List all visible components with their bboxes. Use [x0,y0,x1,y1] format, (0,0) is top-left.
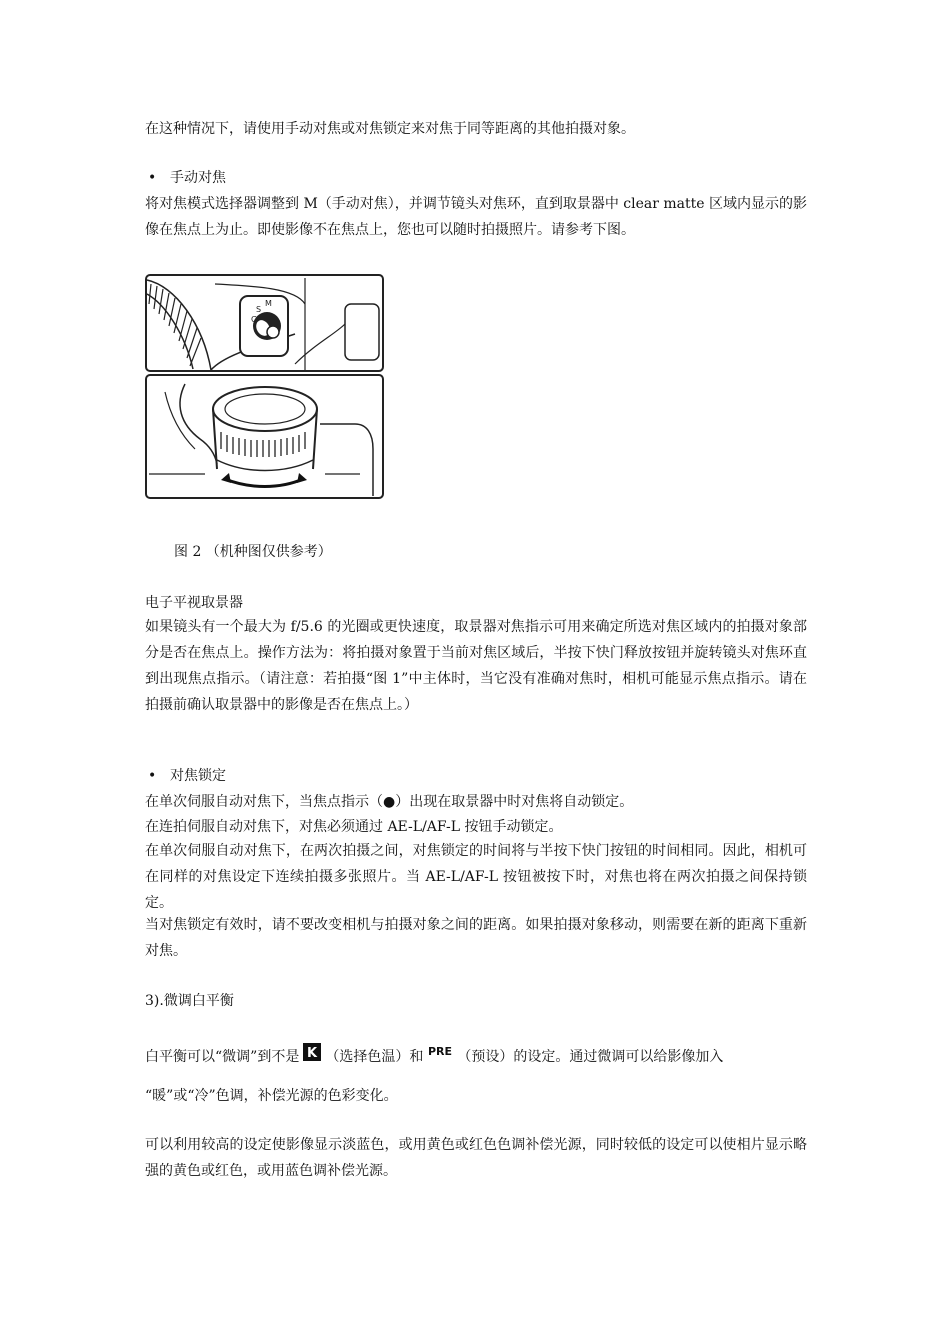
bullet-icon: • [148,170,157,186]
white-balance-title: 3).微调白平衡 [145,993,234,1009]
wb-text-part2: （选择色温）和 [325,1049,424,1065]
switch-label-c: C [251,315,257,324]
pre-icon [427,1043,453,1059]
camera-illustration [145,274,385,500]
figure-caption: 图 2 （机种图仅供参考） [174,544,332,560]
white-balance-paragraph-1 [145,1043,807,1071]
manual-focus-title: 手动对焦 [170,170,226,186]
svg-text:K: K [307,1046,318,1061]
manual-focus-heading [148,165,226,191]
focus-lock-line-1: 在单次伺服自动对焦下，当焦点指示（●）出现在取景器中时对焦将自动锁定。 [145,794,634,810]
wb-text-part3: （预设）的设定。通过微调可以给影像加入 [457,1049,724,1065]
bullet-icon: • [148,768,157,784]
rangefinder-body: 如果镜头有一个最大为 f/5.6 的光圈或更快速度，取景器对焦指示可用来确定所选对焦区域内的拍摄对象部分是否在焦点上。操作方法为：将拍摄对象置于当前对焦区域后，半按下快门释放按钮并旋转镜头对焦环直到出现焦点指示。（请注意：若拍摄“图 1”中主体时，当它没有准确对焦时，相机可能显示焦点指示。请在拍摄前确认取景器中的影像是否在焦点上。） [145,619,807,713]
focus-lock-heading [148,763,226,789]
k-icon [303,1043,321,1061]
intro-paragraph: 在这种情况下，请使用手动对焦或对焦锁定来对焦于同等距离的其他拍摄对象。 [145,121,635,137]
focus-lock-line-3: 在单次伺服自动对焦下，在两次拍摄之间，对焦锁定的时间将与半按下快门按钮的时间相同。因此，相机可在同样的对焦设定下连续拍摄多张照片。当 AE-L/AF-L 按钮被按下时，对焦也将在两次拍摄之间保持锁定。 [145,843,807,911]
white-balance-paragraph-1-line-2: “暖”或“冷”色调，补偿光源的色彩变化。 [145,1088,398,1104]
switch-label-s: S [256,305,262,314]
focus-lock-title: 对焦锁定 [170,768,226,784]
focus-lock-line-4: 当对焦锁定有效时，请不要改变相机与拍摄对象之间的距离。如果拍摄对象移动，则需要在新的距离下重新对焦。 [145,917,807,959]
white-balance-paragraph-2: 可以利用较高的设定使影像显示淡蓝色，或用黄色或红色色调补偿光源，同时较低的设定可以使相片显示略强的黄色或红色，或用蓝色调补偿光源。 [145,1137,807,1179]
wb-text-part1: 白平衡可以“微调”到不是 [145,1049,300,1065]
rangefinder-title: 电子平视取景器 [145,595,243,611]
switch-label-m: M [265,299,272,308]
focus-lock-line-2: 在连拍伺服自动对焦下，对焦必须通过 AE-L/AF-L 按钮手动锁定。 [145,819,563,835]
svg-text:PRE: PRE [428,1045,453,1058]
manual-focus-body: 将对焦模式选择器调整到 M（手动对焦），并调节镜头对焦环，直到取景器中 clear matte 区域内显示的影像在焦点上为止。即使影像不在焦点上，您也可以随时拍摄照片。请参考下图。 [145,196,807,238]
